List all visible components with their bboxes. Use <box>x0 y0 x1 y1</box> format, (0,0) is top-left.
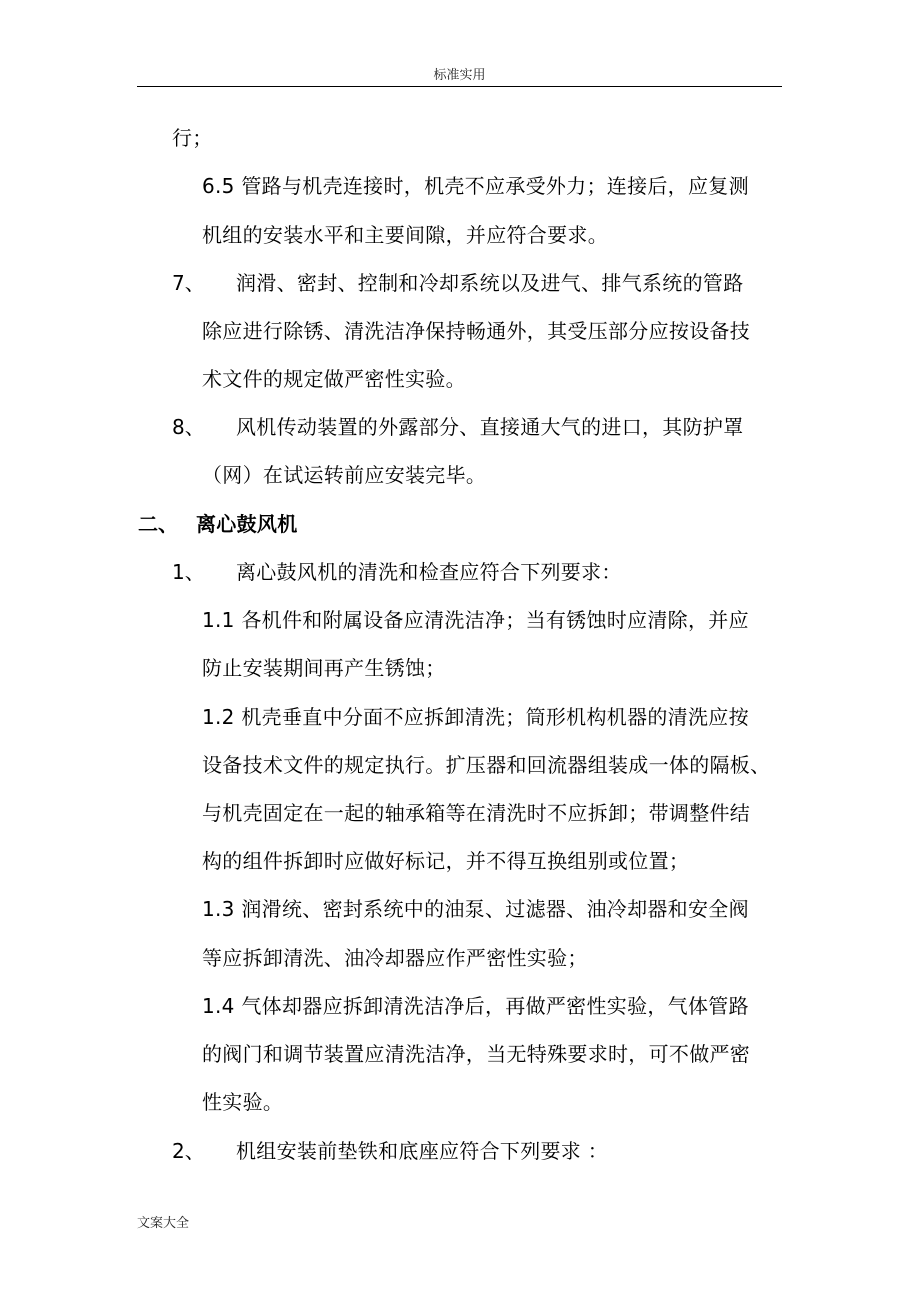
text-line: 离心鼓风机的清洗和检查应符合下列要求： <box>236 560 622 584</box>
section-heading: 离心鼓风机 <box>196 512 298 536</box>
header-divider <box>137 86 782 87</box>
list-marker: 7、 <box>172 271 205 295</box>
text-line: 与机壳固定在一起的轴承箱等在清洗时不应拆卸；带调整件结 <box>202 801 751 825</box>
list-marker: 8、 <box>172 415 205 439</box>
text-line: 1.4 气体却器应拆卸清洗洁净后，再做严密性实验，气体管路 <box>202 994 749 1018</box>
text-line: 设备技术文件的规定执行。扩压器和回流器组装成一体的隔板、 <box>202 753 771 777</box>
page-header: 标准实用 <box>433 68 486 83</box>
section-number: 二、 <box>138 512 178 536</box>
text-line: 术文件的规定做严密性实验。 <box>202 367 466 391</box>
text-line: 6.5 管路与机壳连接时，机壳不应承受外力；连接后，应复测 <box>202 174 749 198</box>
text-line: 等应拆卸清洗、油冷却器应作严密性实验； <box>202 946 588 970</box>
text-line: 1.1 各机件和附属设备应清洗洁净；当有锈蚀时应清除，并应 <box>202 608 749 632</box>
text-line: 的阀门和调节装置应清洗洁净，当无特殊要求时，可不做严密 <box>202 1042 751 1066</box>
text-line: （网）在试运转前应安装完毕。 <box>202 463 487 487</box>
text-line: 性实验。 <box>202 1090 284 1114</box>
text-line: 除应进行除锈、清洗洁净保持畅通外，其受压部分应按设备技 <box>202 319 751 343</box>
list-marker: 2、 <box>172 1139 205 1163</box>
text-line: 构的组件拆卸时应做好标记，并不得互换组别或位置； <box>202 849 690 873</box>
list-marker: 1、 <box>172 560 205 584</box>
text-line: 1.3 润滑统、密封系统中的油泵、过滤器、油冷却器和安全阀 <box>202 897 749 921</box>
text-line: 机组的安装水平和主要间隙，并应符合要求。 <box>202 223 608 247</box>
text-line: 风机传动装置的外露部分、直接通大气的进口，其防护罩 <box>236 415 744 439</box>
text-line: 润滑、密封、控制和冷却系统以及进气、排气系统的管路 <box>236 271 744 295</box>
page-footer: 文案大全 <box>137 1216 190 1231</box>
text-line: 机组安装前垫铁和底座应符合下列要求 ： <box>236 1139 609 1163</box>
text-line: 1.2 机壳垂直中分面不应拆卸清洗；筒形机构机器的清洗应按 <box>202 705 749 729</box>
text-line: 行； <box>172 126 213 150</box>
text-line: 防止安装期间再产生锈蚀； <box>202 656 446 680</box>
